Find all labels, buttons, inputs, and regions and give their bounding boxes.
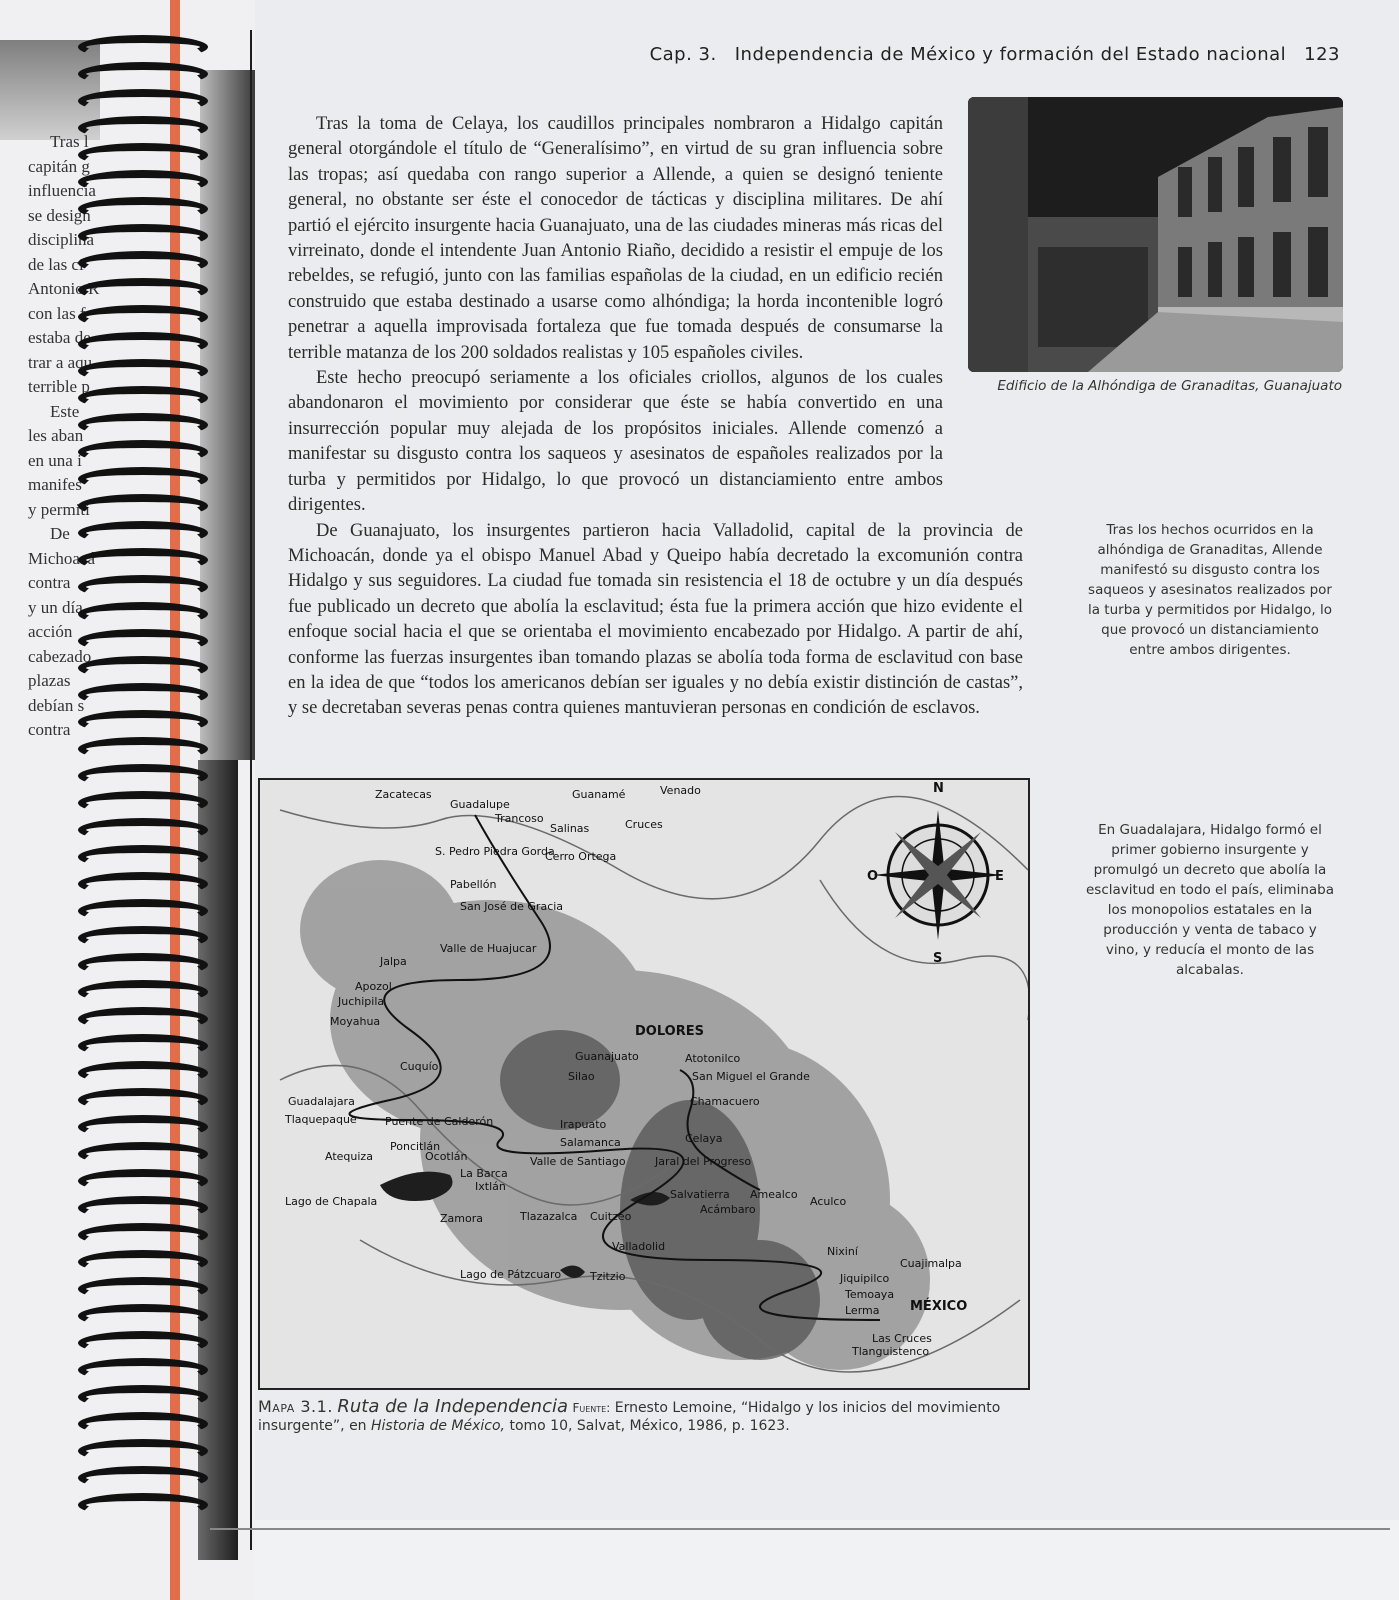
map-place-label: Silao xyxy=(568,1070,595,1083)
map-place-label: Jalpa xyxy=(380,955,407,968)
page-number: 123 xyxy=(1304,44,1340,65)
spiral-ring xyxy=(78,1061,208,1085)
paragraph-3: De Guanajuato, los insurgentes partieron hacia Valladolid, capital de la provincia de Michoacán, donde ya el obispo Manuel Abad y Queipo había decretado la excomunión contra Hidalgo y sus seguidores. La ciudad fue tomada sin resistencia el 18 de octubre y un día después fue publicado un decreto que abolía la esclavitud; ésta fue la primera acción que hizo evidente el enfoque social hacia el que se orientaba el movimiento encabezado por Hidalgo. A partir de ahí, conforme las fuerzas insurgentes iban tomando plazas se abolía toda forma de esclavitud con base en la idea de que “todos los americanos debían ser iguales y no debía existir distinción de castas”, y se decretaban severas penas contra quienes mantuvieran personas en condición de esclavos. xyxy=(288,520,1023,719)
map-place-label: Valle de Huajucar xyxy=(440,942,537,955)
spiral-ring xyxy=(78,872,208,896)
map-place-label: Guanajuato xyxy=(575,1050,639,1063)
previous-page-fragment: contra xyxy=(28,720,71,739)
spiral-ring xyxy=(78,494,208,518)
source-details: tomo 10, Salvat, México, 1986, p. 1623. xyxy=(509,1418,790,1434)
spiral-ring xyxy=(78,683,208,707)
spiral-ring xyxy=(78,1169,208,1193)
map-place-label: Trancoso xyxy=(495,812,544,825)
map-place-label: Zamora xyxy=(440,1212,483,1225)
map-place-label: Guadalajara xyxy=(288,1095,355,1108)
spiral-ring xyxy=(78,35,208,59)
previous-page-fragment: con las f xyxy=(28,303,86,323)
map-place-label: Valle de Santiago xyxy=(530,1155,626,1168)
spiral-ring xyxy=(78,602,208,626)
map-place-label: Tlanguistenco xyxy=(852,1345,930,1358)
previous-page-fragment: contra xyxy=(28,573,71,592)
map-place-label: Lerma xyxy=(845,1304,880,1317)
chapter-label: Cap. 3. xyxy=(649,44,717,65)
map-place-label: Poncitlán xyxy=(390,1140,441,1153)
map-place-label: Acámbaro xyxy=(700,1203,756,1216)
map-place-label: Las Cruces xyxy=(872,1332,932,1345)
spiral-ring xyxy=(78,1412,208,1436)
spiral-ring xyxy=(78,1088,208,1112)
spiral-ring xyxy=(78,359,208,383)
previous-page-fragment: cabezado xyxy=(28,646,92,666)
map-place-label: San José de Gracia xyxy=(460,900,564,913)
spiral-ring xyxy=(78,89,208,113)
compass-o: O xyxy=(867,869,879,884)
paragraph-1: Tras la toma de Celaya, los caudillos principales nombraron a Hidalgo capitán general otorgándole el título de “Generalísimo”, en virtud de su gran influencia sobre las tropas; así quedaba con rango superior a Allende, a quien se designó teniente general, no obstante ser éste el conocedor de tácticas y disciplina militares. De ahí partió el ejército insurgente hacia Guanajuato, una de las ciudades mineras más ricas del virreinato, donde el intendente Juan Antonio Riaño, decidido a resistir el empuje de los rebeldes, se refugió, junto con las familias españolas de la ciudad, en un edificio recién construido que estaba destinado a usarse como alhóndiga; la horda incontenible logró penetrar a aquella improvisada fortaleza que fue tomada después de consumarse la terrible matanza de los 200 soldados realistas y 105 españoles civiles. xyxy=(288,114,943,363)
spiral-ring xyxy=(78,278,208,302)
previous-page-fragment: disciplina xyxy=(28,230,95,249)
map-place-label: Nixiní xyxy=(827,1245,858,1258)
source-text: Ernesto Lemoine, “Hidalgo y los inicios del movimiento insurgente”, en xyxy=(258,1400,1001,1434)
previous-page-fragment: y permiti xyxy=(28,499,90,519)
map-place-label: Guanamé xyxy=(572,788,626,801)
map-place-label: Tlaquepaque xyxy=(285,1113,357,1126)
spiral-ring xyxy=(78,1493,208,1517)
paragraph-2: Este hecho preocupó seriamente a los oficiales criollos, algunos de los cuales abandonaron el movimiento por considerar que éste se había convertido en una insurrección popular muy alejada de los propósitos iniciales. Allende comenzó a manifestar su disgusto contra los saqueos y asesinatos de españoles realizados por la turba y permitidos por Hidalgo, lo que provocó un distanciamiento entre ambos dirigentes. xyxy=(288,368,943,516)
gutter-shadow xyxy=(200,70,255,760)
map-place-label: Cuajimalpa xyxy=(900,1257,962,1270)
spiral-ring xyxy=(78,1115,208,1139)
spiral-ring xyxy=(78,1466,208,1490)
spiral-ring xyxy=(78,170,208,194)
spiral-ring xyxy=(78,521,208,545)
previous-page-fragment: se design xyxy=(28,205,91,225)
spiral-ring xyxy=(78,548,208,572)
map-place-label: Guadalupe xyxy=(450,798,510,811)
map-place-label: Juchipila xyxy=(338,995,385,1008)
spiral-ring xyxy=(78,1304,208,1328)
spiral-ring xyxy=(78,62,208,86)
running-header xyxy=(630,44,1340,65)
previous-page-fragment: en una i xyxy=(28,450,82,470)
previous-page-fragment: estaba de xyxy=(28,328,91,347)
spiral-ring xyxy=(78,1250,208,1274)
map-place-label: Atotonilco xyxy=(685,1052,741,1065)
map-place-label: Tzitzio xyxy=(590,1270,626,1283)
spiral-ring xyxy=(78,791,208,815)
map-place-label: Celaya xyxy=(685,1132,723,1145)
chapter-title: Independencia de México y formación del Estado nacional xyxy=(734,44,1287,65)
compass-e: E xyxy=(995,869,1004,884)
source-book: Historia de México, xyxy=(371,1418,505,1434)
sidenote-alhondiga: Tras los hechos ocurridos en la alhóndiga de Granaditas, Allende manifestó su disgusto contra los saqueos y asesinatos realizados por la turba y permitidos por Hidalgo, lo que provocó un distanciamiento entre ambos dirigentes. xyxy=(1087,522,1332,658)
map-place-label: Salvatierra xyxy=(670,1188,730,1201)
map-place-label: Cerro Ortega xyxy=(545,850,617,863)
map-place-label: Valladolid xyxy=(612,1240,666,1253)
map-place-label: S. Pedro Piedra Gorda xyxy=(435,845,555,858)
spiral-ring xyxy=(78,143,208,167)
map-place-label: Lago de Chapala xyxy=(285,1195,378,1208)
map-drawing xyxy=(260,780,1028,1388)
spiral-ring xyxy=(78,926,208,950)
spiral-ring xyxy=(78,1034,208,1058)
spiral-ring xyxy=(78,656,208,680)
previous-page-fragment: terrible p xyxy=(28,377,90,396)
map-place-label: San Miguel el Grande xyxy=(692,1070,810,1083)
source-label: Fuente: xyxy=(572,1401,611,1415)
spiral-ring xyxy=(78,224,208,248)
map-place-label: Temoaya xyxy=(845,1288,895,1301)
previous-page-fragment: influencia xyxy=(28,181,96,200)
map-place-label: Jiquipilco xyxy=(840,1272,890,1285)
map-place-label: Zacatecas xyxy=(375,788,432,801)
spiral-ring xyxy=(78,332,208,356)
map-place-label: Salinas xyxy=(550,822,590,835)
previous-page-fragment: de las ci xyxy=(28,254,84,274)
map-place-label: Pabellón xyxy=(450,878,497,891)
compass-n: N xyxy=(933,781,944,796)
map-place-label: Venado xyxy=(660,784,701,797)
map-place-label: Lago de Pátzcuaro xyxy=(460,1268,562,1281)
spiral-ring xyxy=(78,1277,208,1301)
previous-page-fragment: les aban xyxy=(28,426,84,445)
map-caption xyxy=(258,1398,1033,1435)
map-place-label: Puente de Calderón xyxy=(385,1115,494,1128)
spiral-ring xyxy=(78,1142,208,1166)
spiral-ring xyxy=(78,953,208,977)
map-place-label: Irapuato xyxy=(560,1118,607,1131)
previous-page-fragment: Antonio R xyxy=(28,279,100,298)
spiral-ring xyxy=(78,305,208,329)
map-number: Mapa 3.1. xyxy=(258,1397,333,1416)
previous-page-fragment: Michoacá xyxy=(28,548,96,568)
previous-page-fragment: y un día xyxy=(28,597,83,617)
photo-caption: Edificio de la Alhóndiga de Granaditas, Guanajuato xyxy=(997,378,1342,394)
spiral-ring xyxy=(78,980,208,1004)
map-place-label: MÉXICO xyxy=(910,1299,968,1314)
alhondiga-photo xyxy=(968,97,1343,372)
previous-page-fragment: debían s xyxy=(28,695,85,715)
spiral-ring xyxy=(78,1385,208,1409)
map-place-label: Jaral del Progreso xyxy=(655,1155,752,1168)
spiral-ring xyxy=(78,251,208,275)
building-photo-illustration xyxy=(968,97,1343,372)
map-place-label: Salamanca xyxy=(560,1136,621,1149)
map-place-label: Ocotlán xyxy=(425,1150,468,1163)
map-place-label: Amealco xyxy=(750,1188,798,1201)
map-place-label: Cruces xyxy=(625,818,663,831)
previous-page-fragment: plazas xyxy=(28,671,71,690)
spiral-ring xyxy=(78,629,208,653)
spiral-ring xyxy=(78,845,208,869)
spiral-ring xyxy=(78,899,208,923)
map-place-label: Chamacuero xyxy=(690,1095,760,1108)
map-place-label: Moyahua xyxy=(330,1015,381,1028)
spiral-ring xyxy=(78,764,208,788)
map-title: Ruta de la Independencia xyxy=(337,1396,569,1417)
map-place-label: Tlazazalca xyxy=(520,1210,578,1223)
map-place-label: Cuitzeo xyxy=(590,1210,632,1223)
map-place-label: Aculco xyxy=(810,1195,847,1208)
spiral-ring xyxy=(78,1439,208,1463)
previous-page-fragment: manifes xyxy=(28,475,82,494)
bottom-rule xyxy=(210,1528,1390,1530)
spiral-ring xyxy=(78,116,208,140)
map-place-label: Ixtlán xyxy=(475,1180,506,1193)
map-place-label: Cuquío xyxy=(400,1060,439,1073)
spiral-ring xyxy=(78,1358,208,1382)
spiral-ring xyxy=(78,710,208,734)
spiral-ring xyxy=(78,737,208,761)
map-place-label: Apozol xyxy=(355,980,392,993)
map-place-label: DOLORES xyxy=(635,1024,704,1039)
spiral-ring xyxy=(78,1196,208,1220)
spiral-ring xyxy=(78,386,208,410)
previous-page-fragment: capitán g xyxy=(28,156,90,176)
previous-page-fragment: Este xyxy=(50,401,80,421)
spiral-ring xyxy=(78,1007,208,1031)
independence-route-map xyxy=(258,778,1030,1390)
spiral-ring xyxy=(78,440,208,464)
previous-page-fragment: Tras l xyxy=(50,132,89,151)
sidenote-guadalajara: En Guadalajara, Hidalgo formó el primer gobierno insurgente y promulgó un decreto que abolía la esclavitud en todo el país, eliminaba los monopolios estatales en la producción y venta de tabaco y vino, y reducía el monto de las alcabalas. xyxy=(1086,822,1334,978)
previous-page-fragment: trar a aqu xyxy=(28,352,93,372)
spiral-ring xyxy=(78,818,208,842)
main-text-block xyxy=(288,112,1023,722)
previous-page-fragment: acción xyxy=(28,622,73,641)
page-edge-line xyxy=(250,30,252,1550)
spiral-ring xyxy=(78,1331,208,1355)
compass-s: S xyxy=(933,951,943,966)
spiral-ring xyxy=(78,467,208,491)
spiral-ring xyxy=(78,413,208,437)
spiral-ring xyxy=(78,197,208,221)
previous-page-fragment: De xyxy=(50,524,70,543)
spiral-ring xyxy=(78,575,208,599)
spiral-ring xyxy=(78,1223,208,1247)
map-place-label: Atequiza xyxy=(325,1150,373,1163)
map-place-label: La Barca xyxy=(460,1167,508,1180)
